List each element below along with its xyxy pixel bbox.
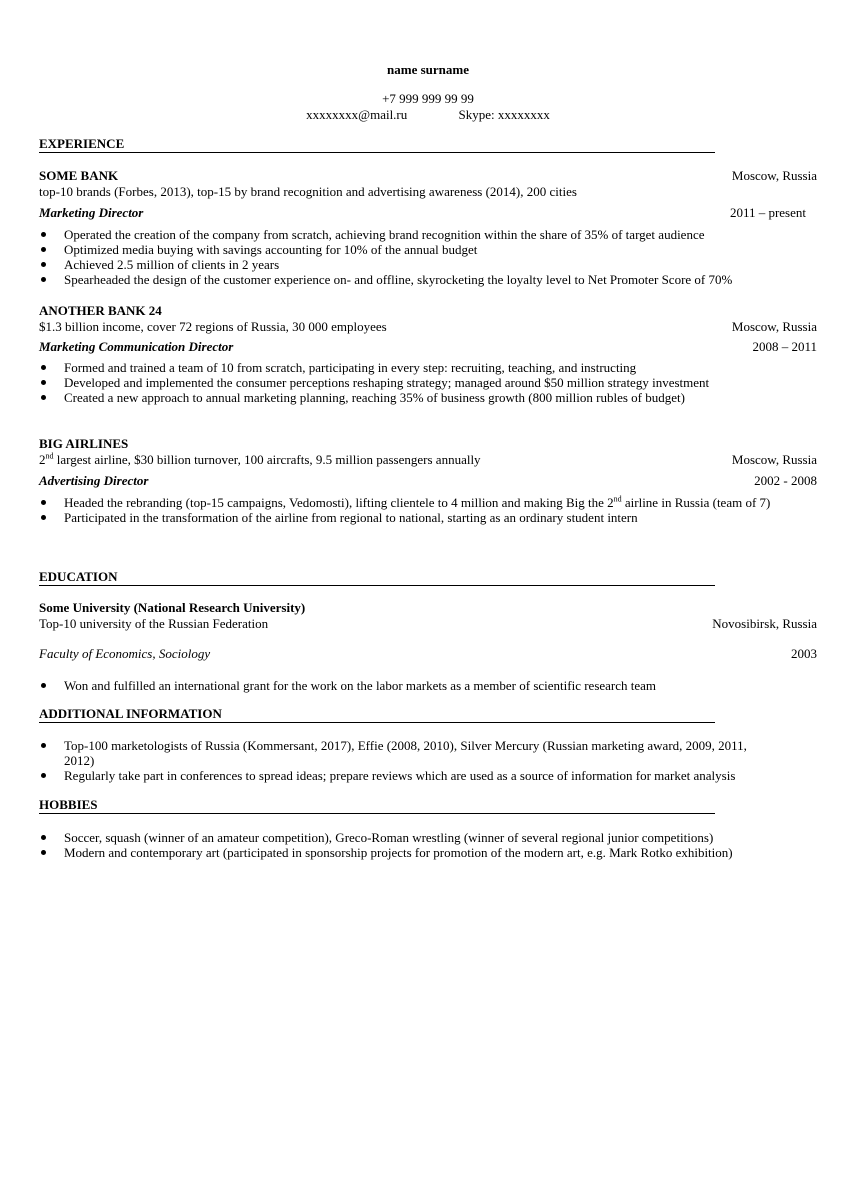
- school-name: Some University (National Research University): [39, 600, 306, 615]
- section-heading-additional: ADDITIONAL INFORMATION: [39, 707, 715, 723]
- hobbies-list: [39, 830, 817, 860]
- school-location: Novosibirsk, Russia: [712, 616, 817, 631]
- contact-line: [39, 107, 817, 123]
- company-name: SOME BANK: [39, 168, 119, 183]
- company-description: $1.3 billion income, cover 72 regions of Russia, 30 000 employees: [39, 319, 387, 334]
- faculty-name: Faculty of Economics, Sociology: [39, 646, 211, 661]
- additional-info-list: [39, 738, 817, 783]
- list-item: Developed and implemented the consumer perceptions reshaping strategy; managed around $50 million strategy investment: [39, 375, 817, 390]
- education-achievements-list: [39, 678, 817, 693]
- company-description-row: [39, 452, 817, 468]
- list-item: Won and fulfilled an international grant for the work on the labor markets as a member of scientific research team: [39, 678, 817, 693]
- faculty-row: [39, 646, 817, 662]
- job-title: Advertising Director: [39, 473, 149, 488]
- list-item: Soccer, squash (winner of an amateur competition), Greco-Roman wrestling (winner of several regional junior competitions): [39, 830, 817, 845]
- job-title-row: [39, 339, 817, 355]
- job-location: Moscow, Russia: [731, 452, 817, 467]
- job-achievements-list: [39, 360, 817, 405]
- school-description-row: [39, 616, 817, 632]
- section-heading-hobbies: HOBBIES: [39, 798, 715, 814]
- list-item: Regularly take part in conferences to spread ideas; prepare reviews which are used as a source of information for market analysis: [39, 768, 817, 783]
- email-address: xxxxxxxx@mail.ru: [306, 107, 408, 122]
- section-heading-education: EDUCATION: [39, 570, 715, 586]
- job-achievements-list: [39, 495, 817, 525]
- bullet-text-a: Headed the rebranding (top-15 campaigns, Vedomosti), lifting clientele to 4 million and making Big the 2: [64, 495, 614, 510]
- description-superscript: nd: [45, 451, 54, 461]
- company-description: top-10 brands (Forbes, 2013), top-15 by brand recognition and advertising awareness (2014), 200 cities: [39, 184, 577, 199]
- bullet-text-b: airline in Russia (team of 7): [621, 495, 771, 510]
- resume-page: [39, 0, 817, 1200]
- list-item: Formed and trained a team of 10 from scratch, participating in every step: recruiting, teaching, and instructing: [39, 360, 817, 375]
- school-row: [39, 600, 817, 616]
- list-item: Operated the creation of the company from scratch, achieving brand recognition within the share of 35% of target audience: [39, 227, 817, 242]
- list-item: Modern and contemporary art (participated in sponsorship projects for promotion of the modern art, e.g. Mark Rotko exhibition): [39, 845, 817, 860]
- school-description: Top-10 university of the Russian Federation: [39, 616, 269, 631]
- job-period: 2002 - 2008: [754, 473, 817, 488]
- graduation-year: 2003: [791, 646, 817, 661]
- bullet-superscript: nd: [613, 494, 622, 504]
- job-achievements-list: [39, 227, 817, 287]
- job-title-row: [39, 205, 817, 221]
- company-description: [39, 452, 481, 468]
- candidate-name: name surname: [387, 62, 469, 77]
- list-item: Created a new approach to annual marketing planning, reaching 35% of business growth (800 million rubles of budget): [39, 390, 817, 405]
- section-heading-experience: EXPERIENCE: [39, 137, 715, 153]
- job-title: Marketing Director: [39, 205, 144, 220]
- job-location: Moscow, Russia: [731, 168, 817, 183]
- job-period: 2011 – present: [729, 205, 806, 220]
- list-item: Achieved 2.5 million of clients in 2 years: [39, 257, 817, 272]
- description-prefix: 2: [39, 452, 46, 467]
- list-item: Spearheaded the design of the customer experience on- and offline, skyrocketing the loyalty level to Net Promoter Score of 70%: [39, 272, 817, 287]
- company-name: ANOTHER BANK 24: [39, 303, 162, 318]
- list-item: [39, 495, 817, 510]
- job-company-row: [39, 303, 817, 319]
- list-item: Participated in the transformation of the airline from regional to national, starting as an ordinary student intern: [39, 510, 817, 525]
- phone-number: +7 999 999 99 99: [382, 91, 474, 106]
- job-company-row: [39, 168, 817, 184]
- company-name: BIG AIRLINES: [39, 436, 129, 451]
- job-location: Moscow, Russia: [731, 319, 817, 334]
- description-rest: largest airline, $30 billion turnover, 100 aircrafts, 9.5 million passengers annually: [53, 452, 481, 467]
- job-company-row: [39, 436, 817, 452]
- company-description-row: [39, 184, 817, 200]
- company-description-row: [39, 319, 817, 335]
- job-title: Marketing Communication Director: [39, 339, 234, 354]
- list-item: Optimized media buying with savings accounting for 10% of the annual budget: [39, 242, 817, 257]
- skype-id: Skype: xxxxxxxx: [458, 107, 550, 122]
- job-period: 2008 – 2011: [752, 339, 817, 354]
- job-title-row: [39, 473, 817, 489]
- list-item: Top-100 marketologists of Russia (Kommersant, 2017), Effie (2008, 2010), Silver Mercury (Russian marketing award, 2009, 2011, 2012): [39, 738, 817, 768]
